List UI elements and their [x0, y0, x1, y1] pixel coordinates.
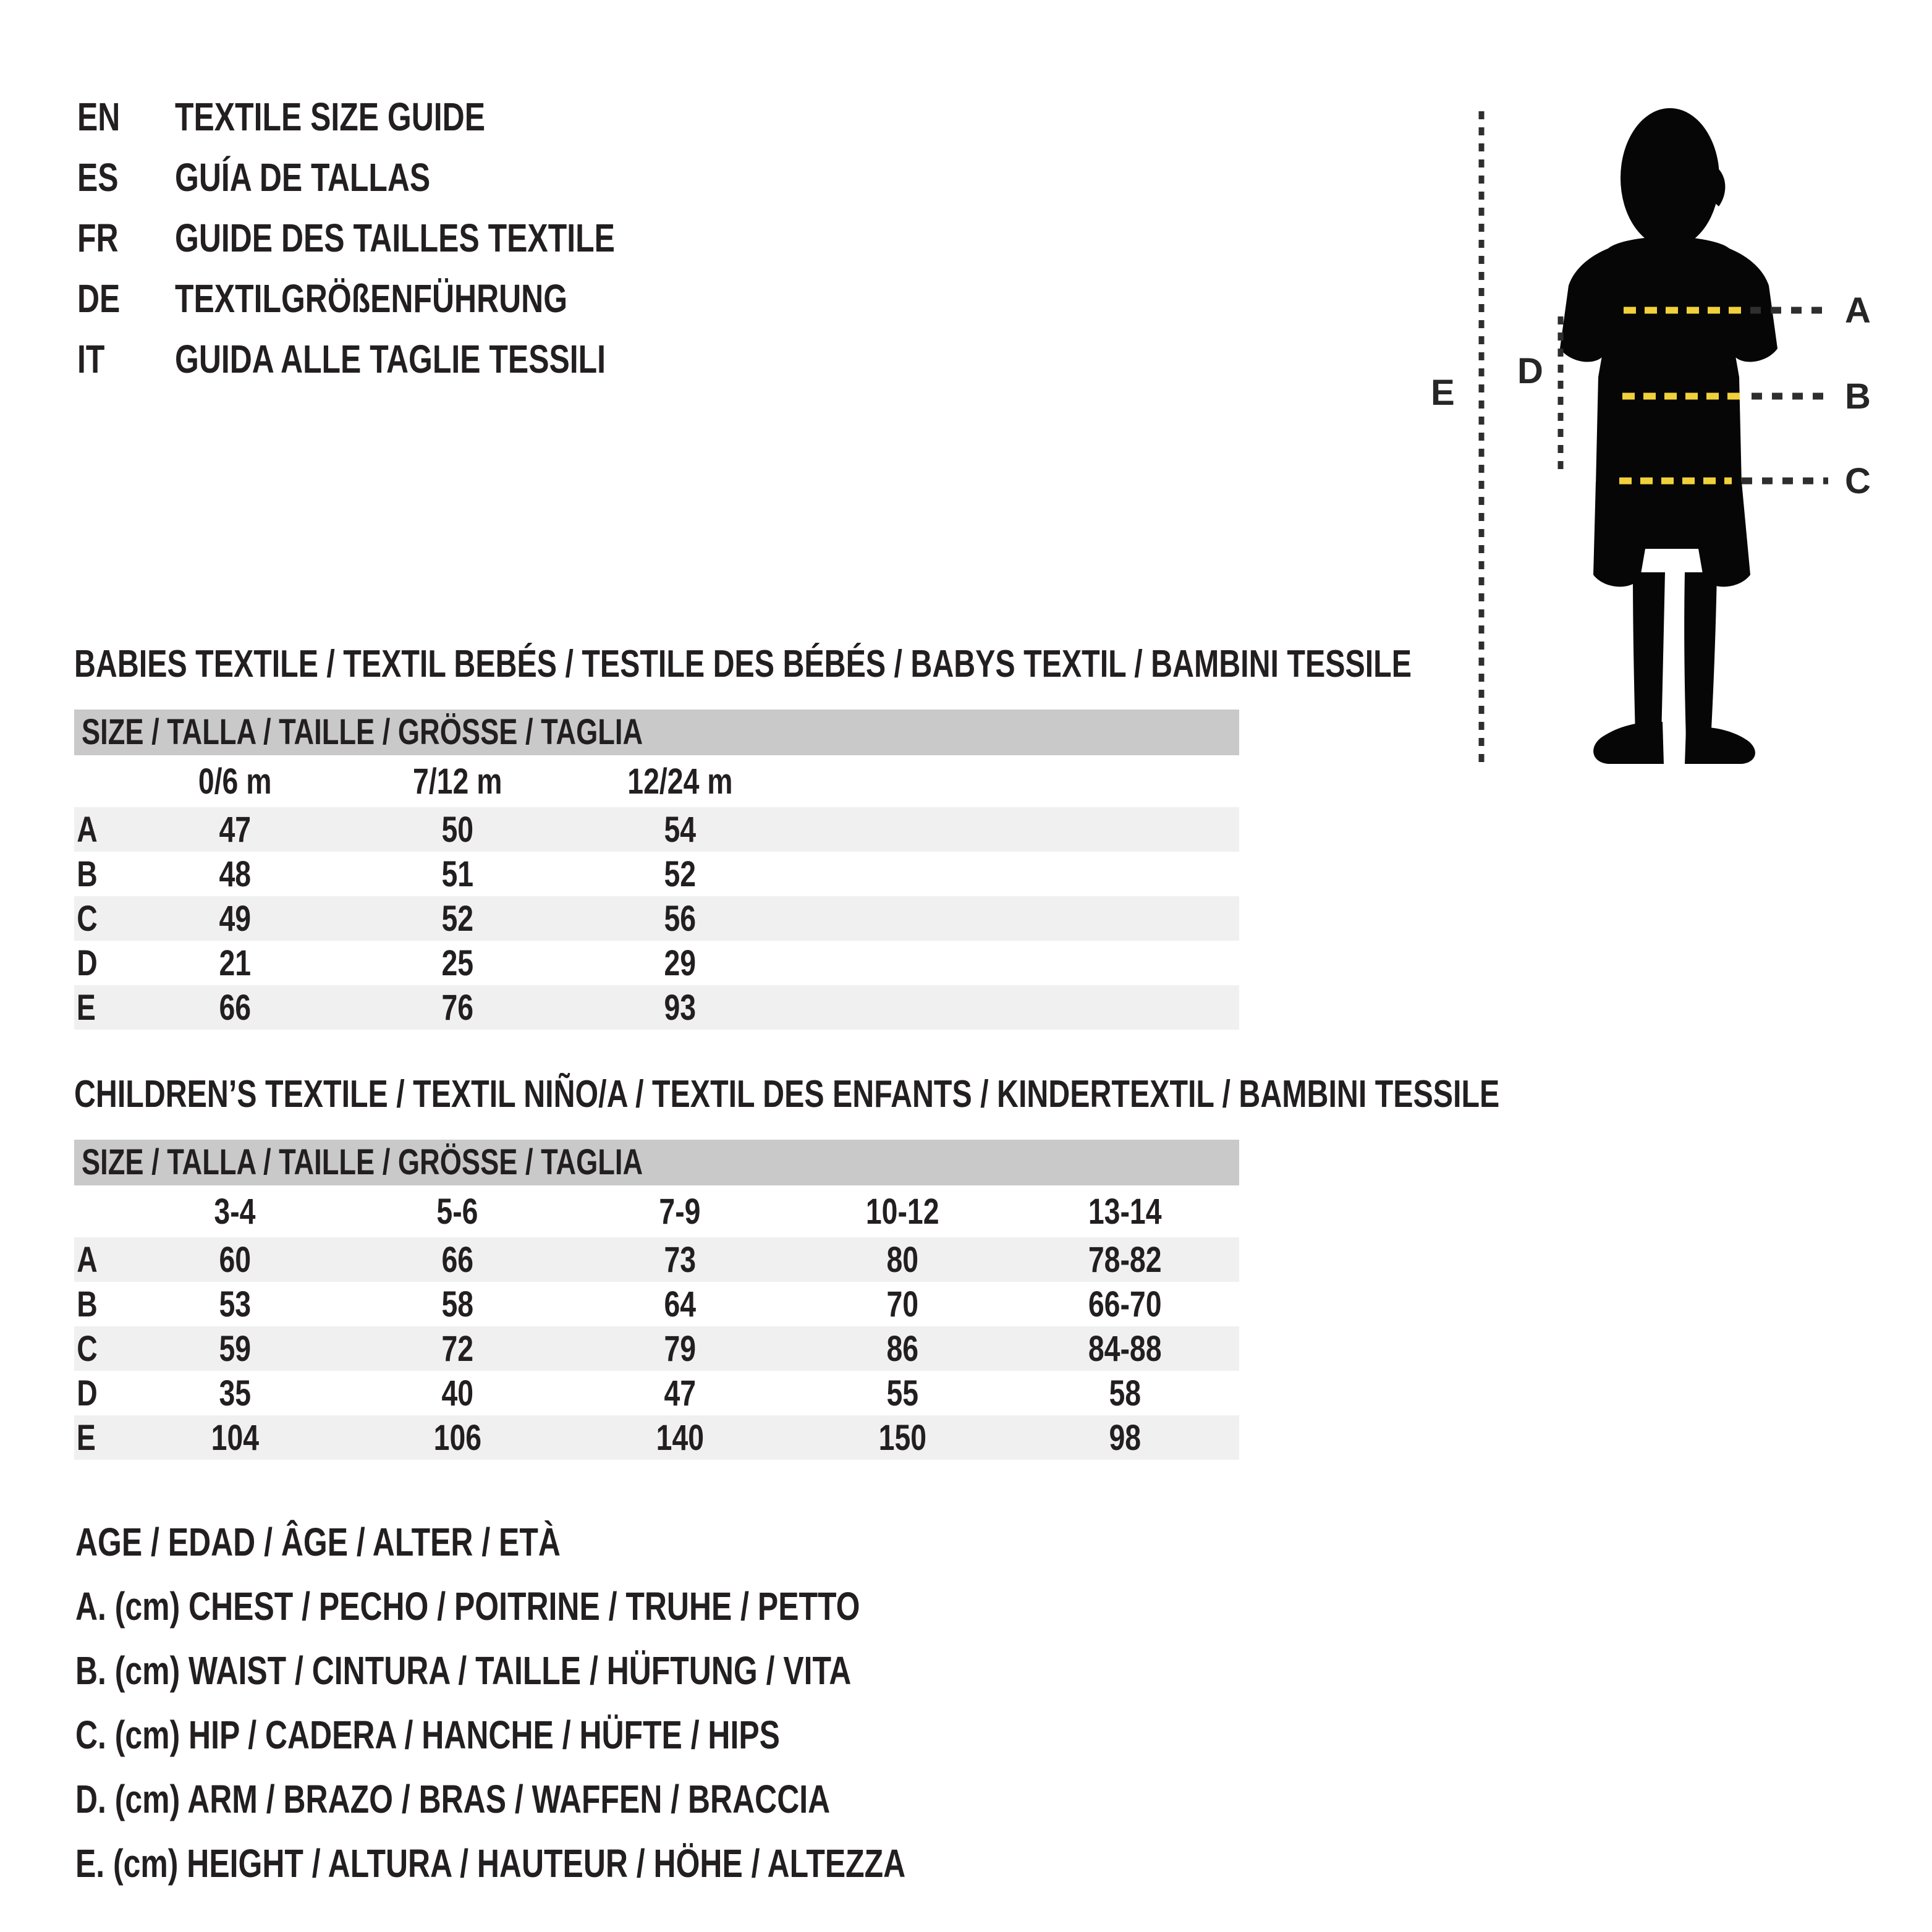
column-header-filler — [1236, 1185, 1239, 1237]
size-value-text: 150 — [878, 1417, 926, 1458]
size-value — [346, 1415, 569, 1460]
lang-title-es: GUÍA DE TALLAS — [175, 155, 431, 200]
size-value-text: 58 — [441, 1284, 473, 1324]
size-value-text: 78-82 — [1088, 1239, 1162, 1280]
size-value-text: 84-88 — [1088, 1328, 1162, 1369]
column-header-text: 3-4 — [214, 1191, 256, 1232]
size-value — [124, 852, 346, 896]
lang-title-it: GUIDA ALLE TAGLIE TESSILI — [175, 337, 606, 381]
column-header-text: 5-6 — [436, 1191, 478, 1232]
size-value-text: 29 — [664, 943, 696, 983]
size-value — [791, 1282, 1014, 1326]
size-value-text: 52 — [441, 898, 473, 939]
size-value-text: 59 — [219, 1328, 251, 1369]
size-value-text: 53 — [219, 1284, 251, 1324]
row-filler — [1236, 1237, 1239, 1282]
size-value — [569, 852, 791, 896]
size-value-text: 70 — [886, 1284, 918, 1324]
size-value-text: 66 — [219, 987, 251, 1028]
column-header — [1014, 1185, 1236, 1237]
size-value — [791, 1371, 1014, 1415]
size-value — [124, 985, 346, 1030]
column-header — [569, 755, 791, 807]
size-value — [124, 896, 346, 941]
row-label — [74, 1237, 124, 1282]
row-filler — [1236, 1282, 1239, 1326]
size-value — [346, 896, 569, 941]
size-value-text: 51 — [441, 854, 473, 894]
size-row-a — [74, 1237, 1239, 1282]
size-value — [346, 807, 569, 852]
size-value-text: 93 — [664, 987, 696, 1028]
figure-label-chest: A — [1845, 290, 1871, 331]
size-value — [346, 852, 569, 896]
size-value-text: 56 — [664, 898, 696, 939]
lang-code-de: DE — [77, 276, 121, 321]
row-label-text: A — [77, 809, 98, 850]
size-value-text: 104 — [211, 1417, 259, 1458]
column-header-filler — [791, 755, 1239, 807]
column-header — [346, 755, 569, 807]
row-label — [74, 985, 124, 1030]
size-value — [1014, 1282, 1236, 1326]
row-filler — [791, 807, 1239, 852]
size-value — [1014, 1237, 1236, 1282]
row-label — [74, 1282, 124, 1326]
column-header — [124, 1185, 346, 1237]
size-value — [569, 941, 791, 985]
column-header — [791, 1185, 1014, 1237]
babies-size-header-text: SIZE / TALLA / TAILLE / GRÖSSE / TAGLIA — [82, 712, 643, 752]
legend-age: AGE / EDAD / ÂGE / ALTER / ETÀ — [75, 1520, 561, 1564]
measurement-figure — [1409, 87, 1932, 803]
lang-code-fr: FR — [77, 216, 119, 260]
row-label-text: C — [77, 898, 98, 939]
row-label-text: C — [77, 1328, 98, 1369]
size-value-text: 40 — [441, 1373, 473, 1413]
lang-row-de — [77, 268, 739, 329]
size-value-text: 66-70 — [1088, 1284, 1162, 1324]
row-filler — [1236, 1326, 1239, 1371]
row-label — [74, 896, 124, 941]
children-section-heading: CHILDREN’S TEXTILE / TEXTIL NIÑO/A / TEXTIL DES ENFANTS / KINDERTEXTIL / BAMBINI TESSILE — [74, 1073, 1500, 1116]
row-label — [74, 1415, 124, 1460]
size-value-text: 140 — [656, 1417, 704, 1458]
row-label — [74, 941, 124, 985]
row-label-text: A — [77, 1239, 98, 1280]
size-value-text: 48 — [219, 854, 251, 894]
size-value-text: 76 — [441, 987, 473, 1028]
legend-waist: B. (cm) WAIST / CINTURA / TAILLE / HÜFTUNG / VITA — [75, 1648, 852, 1693]
row-filler — [1236, 1371, 1239, 1415]
size-value-text: 25 — [441, 943, 473, 983]
row-label-text: E — [76, 987, 96, 1028]
babies-textile-section — [74, 643, 1412, 1030]
legend-height: E. (cm) HEIGHT / ALTURA / HAUTEUR / HÖHE / ALTEZZA — [75, 1841, 906, 1886]
size-value — [346, 1282, 569, 1326]
figure-label-hip: C — [1845, 461, 1871, 501]
measurement-legend — [75, 1510, 1140, 1896]
babies-section-heading: BABIES TEXTILE / TEXTIL BEBÉS / TESTILE DES BÉBÉS / BABYS TEXTIL / BAMBINI TESSILE — [74, 643, 1412, 685]
language-title-block — [77, 87, 739, 389]
size-value — [346, 985, 569, 1030]
column-header-spacer — [74, 1185, 124, 1237]
babies-column-header-row — [74, 755, 1239, 807]
size-value-text: 66 — [441, 1239, 473, 1280]
column-header-text: 13-14 — [1088, 1191, 1162, 1232]
size-value — [569, 1326, 791, 1371]
size-value — [791, 1237, 1014, 1282]
lang-code-it: IT — [77, 337, 105, 381]
size-value-text: 58 — [1109, 1373, 1141, 1413]
size-value-text: 55 — [886, 1373, 918, 1413]
size-value — [569, 1282, 791, 1326]
size-value-text: 64 — [664, 1284, 696, 1324]
figure-label-height: E — [1431, 373, 1455, 413]
size-value — [791, 1326, 1014, 1371]
row-filler — [791, 852, 1239, 896]
column-header-spacer — [74, 755, 124, 807]
lang-row-it — [77, 329, 739, 389]
figure-label-waist: B — [1845, 376, 1871, 417]
size-row-e — [74, 985, 1239, 1030]
legend-hip: C. (cm) HIP / CADERA / HANCHE / HÜFTE / HIPS — [75, 1713, 780, 1757]
size-value — [569, 985, 791, 1030]
babies-size-header-bar — [74, 710, 1239, 755]
column-header — [346, 1185, 569, 1237]
column-header-text: 7/12 m — [412, 761, 502, 802]
lang-row-en — [77, 87, 739, 147]
size-row-d — [74, 1371, 1239, 1415]
size-value — [1014, 1326, 1236, 1371]
legend-arm: D. (cm) ARM / BRAZO / BRAS / WAFFEN / BRACCIA — [75, 1777, 831, 1821]
row-label — [74, 807, 124, 852]
size-value — [346, 941, 569, 985]
size-value-text: 47 — [664, 1373, 696, 1413]
column-header-text: 12/24 m — [627, 761, 733, 802]
size-value-text: 47 — [219, 809, 251, 850]
row-filler — [791, 985, 1239, 1030]
size-value-text: 72 — [441, 1328, 473, 1369]
legend-chest: A. (cm) CHEST / PECHO / POITRINE / TRUHE / PETTO — [75, 1584, 860, 1629]
size-value-text: 21 — [219, 943, 251, 983]
size-value — [124, 1371, 346, 1415]
row-label-text: B — [77, 854, 98, 894]
size-value-text: 60 — [219, 1239, 251, 1280]
row-label-text: B — [77, 1284, 98, 1324]
size-value — [346, 1371, 569, 1415]
lang-title-en: TEXTILE SIZE GUIDE — [175, 95, 486, 139]
size-row-a — [74, 807, 1239, 852]
size-value — [569, 807, 791, 852]
size-row-e — [74, 1415, 1239, 1460]
size-value — [124, 1326, 346, 1371]
lang-title-de: TEXTILGRÖßENFÜHRUNG — [175, 276, 568, 321]
lang-row-fr — [77, 208, 739, 268]
size-value-text: 79 — [664, 1328, 696, 1369]
size-row-c — [74, 896, 1239, 941]
size-value-text: 106 — [433, 1417, 481, 1458]
column-header — [124, 755, 346, 807]
size-value — [346, 1326, 569, 1371]
size-value — [124, 807, 346, 852]
lang-code-es: ES — [77, 155, 119, 200]
row-label-text: D — [77, 1373, 98, 1413]
child-silhouette-icon — [1560, 108, 1777, 764]
row-label — [74, 1326, 124, 1371]
row-filler — [791, 941, 1239, 985]
lang-code-en: EN — [77, 95, 121, 139]
size-row-d — [74, 941, 1239, 985]
size-value — [124, 1237, 346, 1282]
size-value-text: 52 — [664, 854, 696, 894]
size-value — [124, 1282, 346, 1326]
size-value — [124, 941, 346, 985]
size-value — [1014, 1371, 1236, 1415]
size-value — [569, 1371, 791, 1415]
size-value-text: 35 — [219, 1373, 251, 1413]
size-value — [569, 1415, 791, 1460]
lang-row-es — [77, 147, 739, 208]
size-value — [346, 1237, 569, 1282]
size-value-text: 80 — [886, 1239, 918, 1280]
size-value — [791, 1415, 1014, 1460]
row-label-text: E — [76, 1417, 96, 1458]
size-row-c — [74, 1326, 1239, 1371]
figure-label-arm: D — [1517, 351, 1543, 391]
children-size-header-text: SIZE / TALLA / TAILLE / GRÖSSE / TAGLIA — [82, 1142, 643, 1182]
column-header — [569, 1185, 791, 1237]
row-filler — [791, 896, 1239, 941]
column-header-text: 0/6 m — [198, 761, 272, 802]
lang-title-fr: GUIDE DES TAILLES TEXTILE — [175, 216, 615, 260]
size-value — [124, 1415, 346, 1460]
column-header-text: 7-9 — [659, 1191, 701, 1232]
row-label — [74, 852, 124, 896]
row-filler — [1236, 1415, 1239, 1460]
size-value-text: 54 — [664, 809, 696, 850]
babies-size-table — [74, 755, 1239, 1030]
size-value-text: 86 — [886, 1328, 918, 1369]
size-row-b — [74, 1282, 1239, 1326]
size-value-text: 73 — [664, 1239, 696, 1280]
size-value — [569, 1237, 791, 1282]
children-textile-section — [74, 1073, 1500, 1460]
size-value-text: 50 — [441, 809, 473, 850]
size-row-b — [74, 852, 1239, 896]
children-size-table — [74, 1185, 1239, 1460]
children-size-header-bar — [74, 1140, 1239, 1185]
column-header-text: 10-12 — [865, 1191, 939, 1232]
row-label — [74, 1371, 124, 1415]
children-column-header-row — [74, 1185, 1239, 1237]
size-value-text: 49 — [219, 898, 251, 939]
row-label-text: D — [77, 943, 98, 983]
size-value-text: 98 — [1109, 1417, 1141, 1458]
size-value — [1014, 1415, 1236, 1460]
size-value — [569, 896, 791, 941]
